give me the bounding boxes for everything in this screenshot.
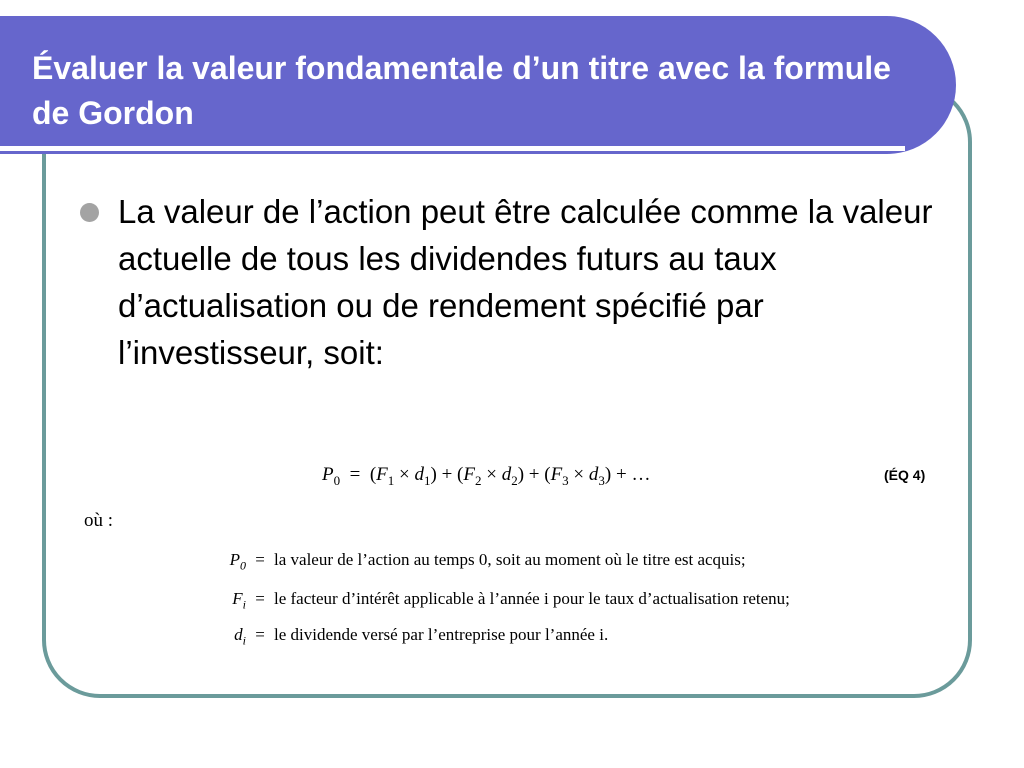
slide-title: Évaluer la valeur fondamentale d’un titre avec la formule de Gordon (32, 50, 891, 131)
bullet-text: La valeur de l’action peut être calculée comme la valeur actuelle de tous les dividendes futurs au taux d’actualisation ou de rendement spécifié par l’investisseur, soit: (118, 193, 933, 371)
title-underline (0, 146, 905, 151)
definition-symbol: $P_0$ (229, 550, 246, 573)
eq-lhs-symbol: P (322, 464, 334, 485)
eq-term-1: $(F_1 \times d_1)$ (369, 464, 437, 488)
definition-row: $d_i$ = le dividende versé par l’entreprise pour l’année i. (200, 625, 960, 648)
equation-number: (ÉQ 4) (884, 467, 926, 483)
eq-plus-3: + (615, 464, 627, 485)
definition-row: $P_0$ = la valeur de l’action au temps 0, soit au moment où le titre est acquis; (200, 550, 960, 573)
definition-symbol: $d_i$ (234, 625, 246, 648)
eq-plus-2: + (528, 464, 540, 485)
equation (322, 464, 650, 489)
definition-text: le facteur d’intérêt applicable à l’année i pour le taux d’actualisation retenu; (274, 589, 790, 608)
where-label: où : (84, 510, 114, 531)
eq-lhs-sub: 0 (333, 472, 341, 488)
bullet-icon (80, 203, 99, 222)
eq-term-3: $(F_3 \times d_3)$ (544, 464, 612, 488)
eq-ellipsis: … (631, 464, 651, 485)
definition-row: $F_i$ = le facteur d’intérêt applicable à l’année i pour le taux d’actualisation retenu; (200, 589, 960, 612)
definition-symbol: $F_i$ (232, 589, 246, 612)
definition-text: le dividende versé par l’entreprise pour l’année i. (274, 625, 609, 644)
eq-term-2: $(F_2 \times d_2)$ (457, 464, 525, 488)
eq-plus-1: + (441, 464, 453, 485)
eq-equals: = (349, 464, 361, 485)
definition-text: la valeur de l’action au temps 0, soit au moment où le titre est acquis; (274, 550, 746, 569)
title-bar (0, 16, 956, 154)
